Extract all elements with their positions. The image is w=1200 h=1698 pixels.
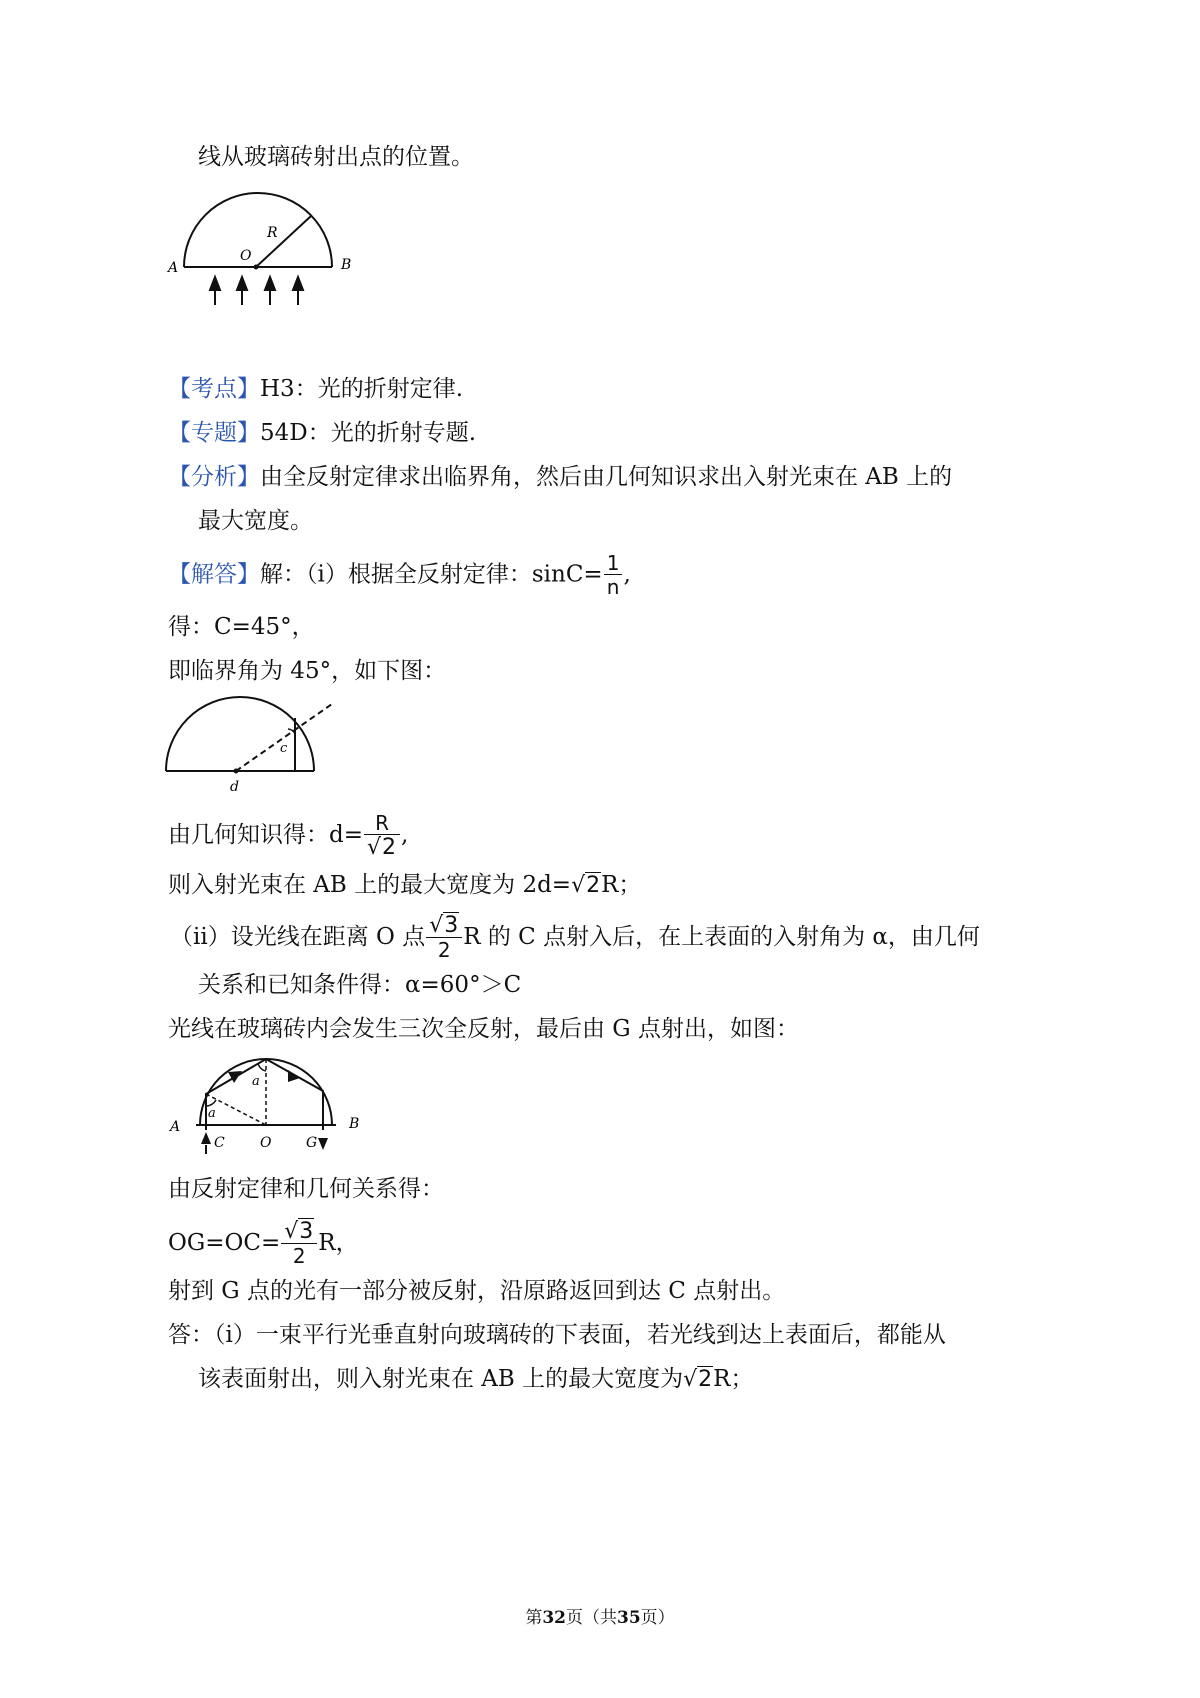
- og-end: R，: [318, 1230, 359, 1256]
- zhuanti-line: [168, 418, 476, 448]
- d-pre: 由几何知识得：d=: [168, 822, 363, 848]
- linjie-line: 即临界角为 45°，如下图：: [168, 658, 447, 684]
- fraction-sqrt3-2: [281, 1220, 317, 1268]
- radicand: 3: [299, 1219, 314, 1244]
- width-end: R；: [601, 872, 642, 898]
- label-B: B: [349, 1116, 360, 1132]
- og-line: [168, 1220, 359, 1268]
- figure-critical-angle: [160, 692, 360, 802]
- zhuanti-tag: 【专题】: [168, 420, 260, 446]
- radicand: 3: [444, 913, 459, 938]
- fenxi-line: [168, 462, 952, 492]
- footer-pre: 第: [525, 1608, 543, 1628]
- label-A: A: [170, 1119, 181, 1135]
- radicand: 2: [698, 1367, 713, 1392]
- frac-den: 2: [292, 1244, 306, 1268]
- ii-pre: （ii）设光线在距离 O 点: [170, 924, 426, 950]
- jieda-line: [168, 552, 631, 599]
- fenxi-tag: 【分析】: [168, 464, 260, 490]
- arrow-1: [228, 1071, 242, 1083]
- footer-page: 32: [542, 1608, 566, 1628]
- dashed-ray: [236, 704, 332, 771]
- label-B: B: [341, 257, 352, 273]
- figure-semicircle-incident: [160, 190, 370, 320]
- three-line: 光线在玻璃砖内会发生三次全反射，最后由 G 点射出，如图：: [168, 1016, 799, 1042]
- d-line: [168, 812, 408, 860]
- incident-arrows: [210, 277, 303, 305]
- zhuanti-text: 54D：光的折射专题.: [260, 420, 477, 446]
- frac-den: 2: [437, 938, 451, 962]
- radius-line: [256, 216, 311, 267]
- figure-total-reflection: [160, 1048, 370, 1160]
- width-pre: 则入射光束在 AB 上的最大宽度为 2d=: [168, 872, 572, 898]
- fraction-R-sqrt2: [364, 812, 400, 860]
- radicand: 2: [586, 873, 601, 898]
- fenxi-line-2: 最大宽度。: [198, 508, 313, 534]
- frac-den: √2: [367, 835, 397, 860]
- label-alpha-1: a: [208, 1106, 216, 1121]
- footer-total: 35: [617, 1608, 641, 1628]
- semicircle-arc: [166, 697, 314, 771]
- ans2-pre: 该表面射出，则入射光束在 AB 上的最大宽度为: [198, 1366, 684, 1392]
- label-R: R: [267, 225, 278, 241]
- label-A: A: [168, 260, 179, 276]
- kaodian-tag: 【考点】: [168, 376, 260, 402]
- arrow-out: [318, 1138, 328, 1150]
- light-path: [206, 1059, 323, 1130]
- answer-line-2: 该表面射出，则入射光束在 AB 上的最大宽度为√2R；: [198, 1366, 754, 1392]
- shedao-line: 射到 G 点的光有一部分被反射，沿原路返回到达 C 点射出。: [168, 1278, 786, 1304]
- footer-post: 页）: [640, 1608, 675, 1628]
- point-d: [234, 769, 239, 774]
- text-line-0: 线从玻璃砖射出点的位置。: [198, 144, 474, 170]
- og-pre: OG=OC=: [168, 1230, 281, 1256]
- jieda-end: ,: [623, 561, 631, 588]
- fraction-sqrt3-2: [426, 914, 462, 962]
- width-line: 则入射光束在 AB 上的最大宽度为 2d=√2R；: [168, 872, 642, 898]
- frac-num: √3: [426, 914, 462, 938]
- fanshe-line: 由反射定律和几何关系得：: [168, 1176, 444, 1202]
- ii-line: [170, 914, 980, 962]
- label-O: O: [240, 248, 252, 264]
- kaodian-text: H3：光的折射定律.: [260, 376, 464, 402]
- frac-den: n: [606, 575, 620, 599]
- page-footer: [0, 1603, 1200, 1628]
- d-end: ,: [401, 822, 409, 848]
- angle-arc-2: [258, 1063, 266, 1071]
- de-line: 得：C=45°，: [168, 614, 315, 640]
- ans2-end: R；: [713, 1366, 754, 1392]
- label-alpha-2: a: [252, 1074, 260, 1089]
- semicircle-arc: [184, 193, 332, 267]
- center-dot: [254, 265, 259, 270]
- label-C: C: [214, 1135, 225, 1151]
- label-c: c: [280, 741, 288, 756]
- frac-num: √3: [281, 1220, 317, 1244]
- answer-line-1: 答：（i）一束平行光垂直射向玻璃砖的下表面，若光线到达上表面后，都能从: [168, 1322, 946, 1348]
- fenxi-text: 由全反射定律求出临界角，然后由几何知识求出入射光束在 AB 上的: [260, 464, 953, 490]
- frac-num: R: [364, 812, 400, 835]
- label-O: O: [260, 1135, 272, 1151]
- arrow-in: [201, 1132, 211, 1144]
- radicand: 2: [382, 835, 397, 860]
- ii-post: R 的 C 点射入后，在上表面的入射角为 α，由几何: [463, 924, 980, 950]
- frac-num: 1: [604, 552, 623, 575]
- ii-line-2: 关系和已知条件得：α=60°＞C: [198, 972, 522, 998]
- jieda-tag: 【解答】: [168, 561, 260, 588]
- fraction-1-n: [604, 552, 623, 599]
- label-d: d: [230, 779, 239, 795]
- label-G: G: [306, 1135, 318, 1151]
- kaodian-line: [168, 374, 463, 404]
- jieda-text: 解：（i）根据全反射定律：sinC=: [260, 561, 603, 588]
- footer-mid: 页（共: [566, 1608, 617, 1628]
